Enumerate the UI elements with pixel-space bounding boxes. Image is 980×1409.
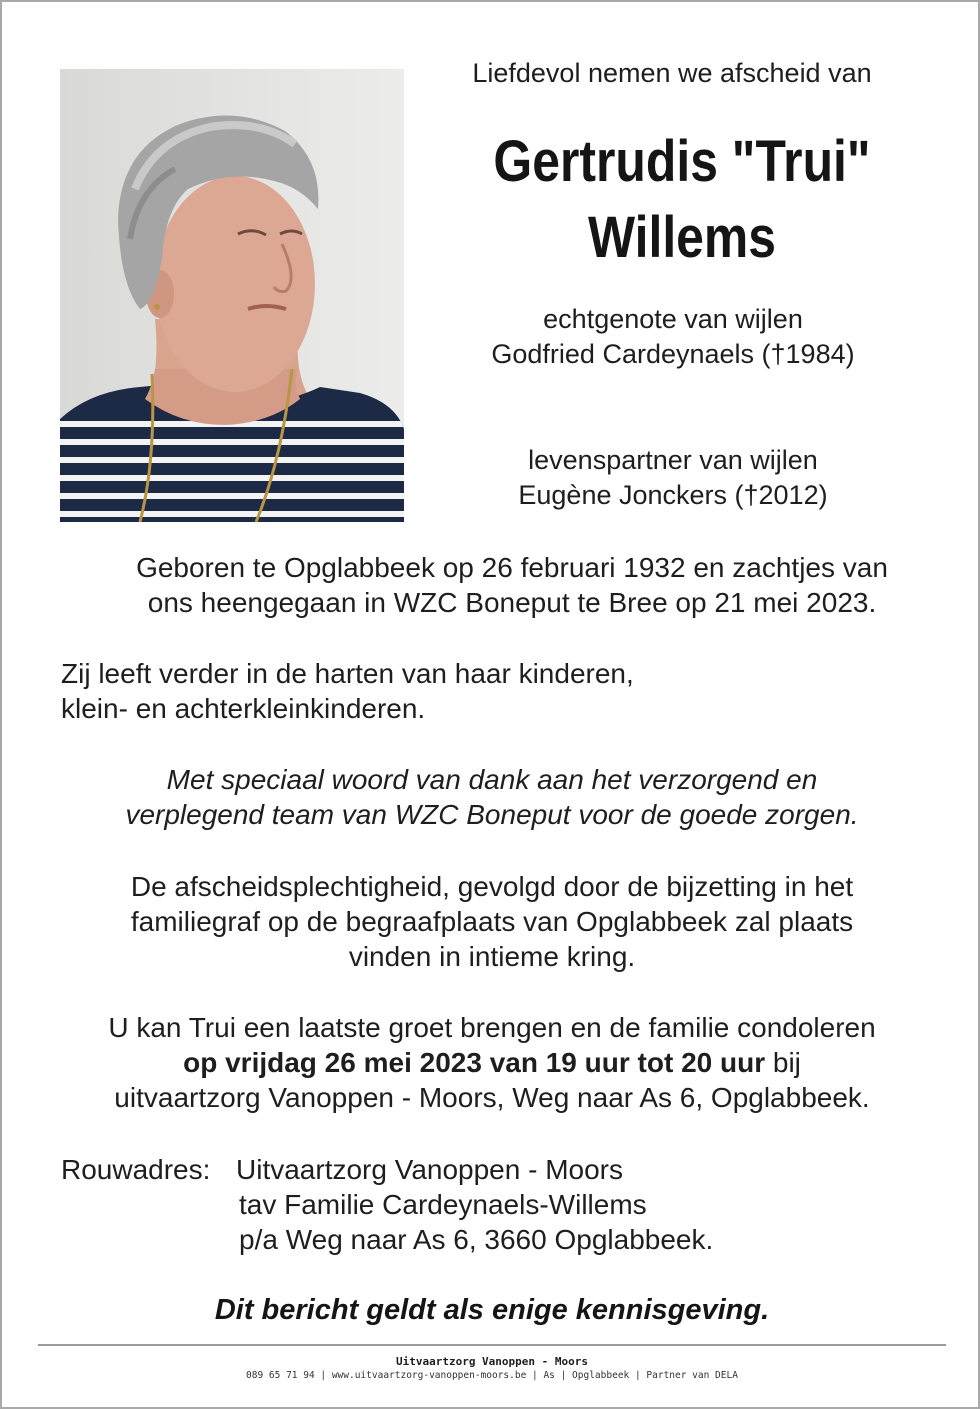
footer-company: Uitvaartzorg Vanoppen - Moors [395, 1355, 589, 1368]
thanks-paragraph [22, 762, 962, 832]
visitation-line-2 [22, 1045, 962, 1080]
family-line-2: klein- en achterkleinkinderen. [61, 693, 426, 724]
family-paragraph [61, 656, 921, 726]
partner-name: Eugène Jonckers (†2012) [518, 480, 828, 510]
birth-death-paragraph [42, 550, 980, 620]
spouse-block [422, 302, 924, 372]
address-line-1 [61, 1152, 941, 1187]
address-label: Rouwadres: [61, 1154, 211, 1185]
birth-line: Geboren te Opglabbeek op 26 februari 1932 en zachtjes van [136, 552, 888, 583]
thanks-line-1: Met speciaal woord van dank aan het verzorgend en [166, 764, 818, 795]
family-line-1: Zij leeft verder in de harten van haar kinderen, [61, 658, 634, 689]
spouse-name: Godfried Cardeynaels (†1984) [491, 339, 855, 369]
address-company: Uitvaartzorg Vanoppen - Moors [236, 1154, 623, 1185]
thanks-line-2: verplegend team van WZC Boneput voor de goede zorgen. [125, 799, 859, 830]
notice-statement: Dit bericht geldt als enige kennisgeving. [214, 1294, 770, 1326]
mourning-address [61, 1152, 941, 1257]
partner-relation: levenspartner van wijlen [528, 445, 818, 475]
deceased-name [458, 124, 905, 276]
visitation-line-3: uitvaartzorg Vanoppen - Moors, Weg naar As 6, Opglabbeek. [114, 1082, 870, 1113]
portrait-photo [60, 69, 404, 522]
ceremony-line-2: familiegraf op de begraafplaats van Opglabbeek zal plaats [130, 906, 854, 937]
spouse-relation: echtgenote van wijlen [543, 304, 803, 334]
address-line-2: tav Familie Cardeynaels-Willems [239, 1189, 647, 1220]
ceremony-line-1: De afscheidsplechtigheid, gevolgd door de bijzetting in het [130, 871, 854, 902]
visitation-line-2-rest: bij [765, 1047, 801, 1078]
ceremony-paragraph [22, 869, 962, 974]
intro-text: Liefdevol nemen we afscheid van [472, 58, 872, 88]
visitation-paragraph [22, 1010, 962, 1115]
footer-divider [38, 1344, 946, 1346]
footer-contact-info: 089 65 71 94 | www.uitvaartzorg-vanoppen-moors.be | As | Opglabbeek | Partner van DELA [246, 1370, 738, 1381]
name-first-line: Gertrudis "Trui" [493, 129, 871, 194]
name-last-line: Willems [587, 205, 777, 270]
partner-block [422, 443, 924, 513]
visitation-datetime: op vrijdag 26 mei 2023 van 19 uur tot 20 uur [183, 1047, 766, 1078]
address-line-3: p/a Weg naar As 6, 3660 Opglabbeek. [239, 1224, 714, 1255]
death-line: ons heengegaan in WZC Boneput te Bree op 21 mei 2023. [147, 587, 877, 618]
visitation-line-1: U kan Trui een laatste groet brengen en de familie condoleren [108, 1012, 876, 1043]
portrait-image [60, 69, 404, 522]
ceremony-line-3: vinden in intieme kring. [348, 941, 636, 972]
